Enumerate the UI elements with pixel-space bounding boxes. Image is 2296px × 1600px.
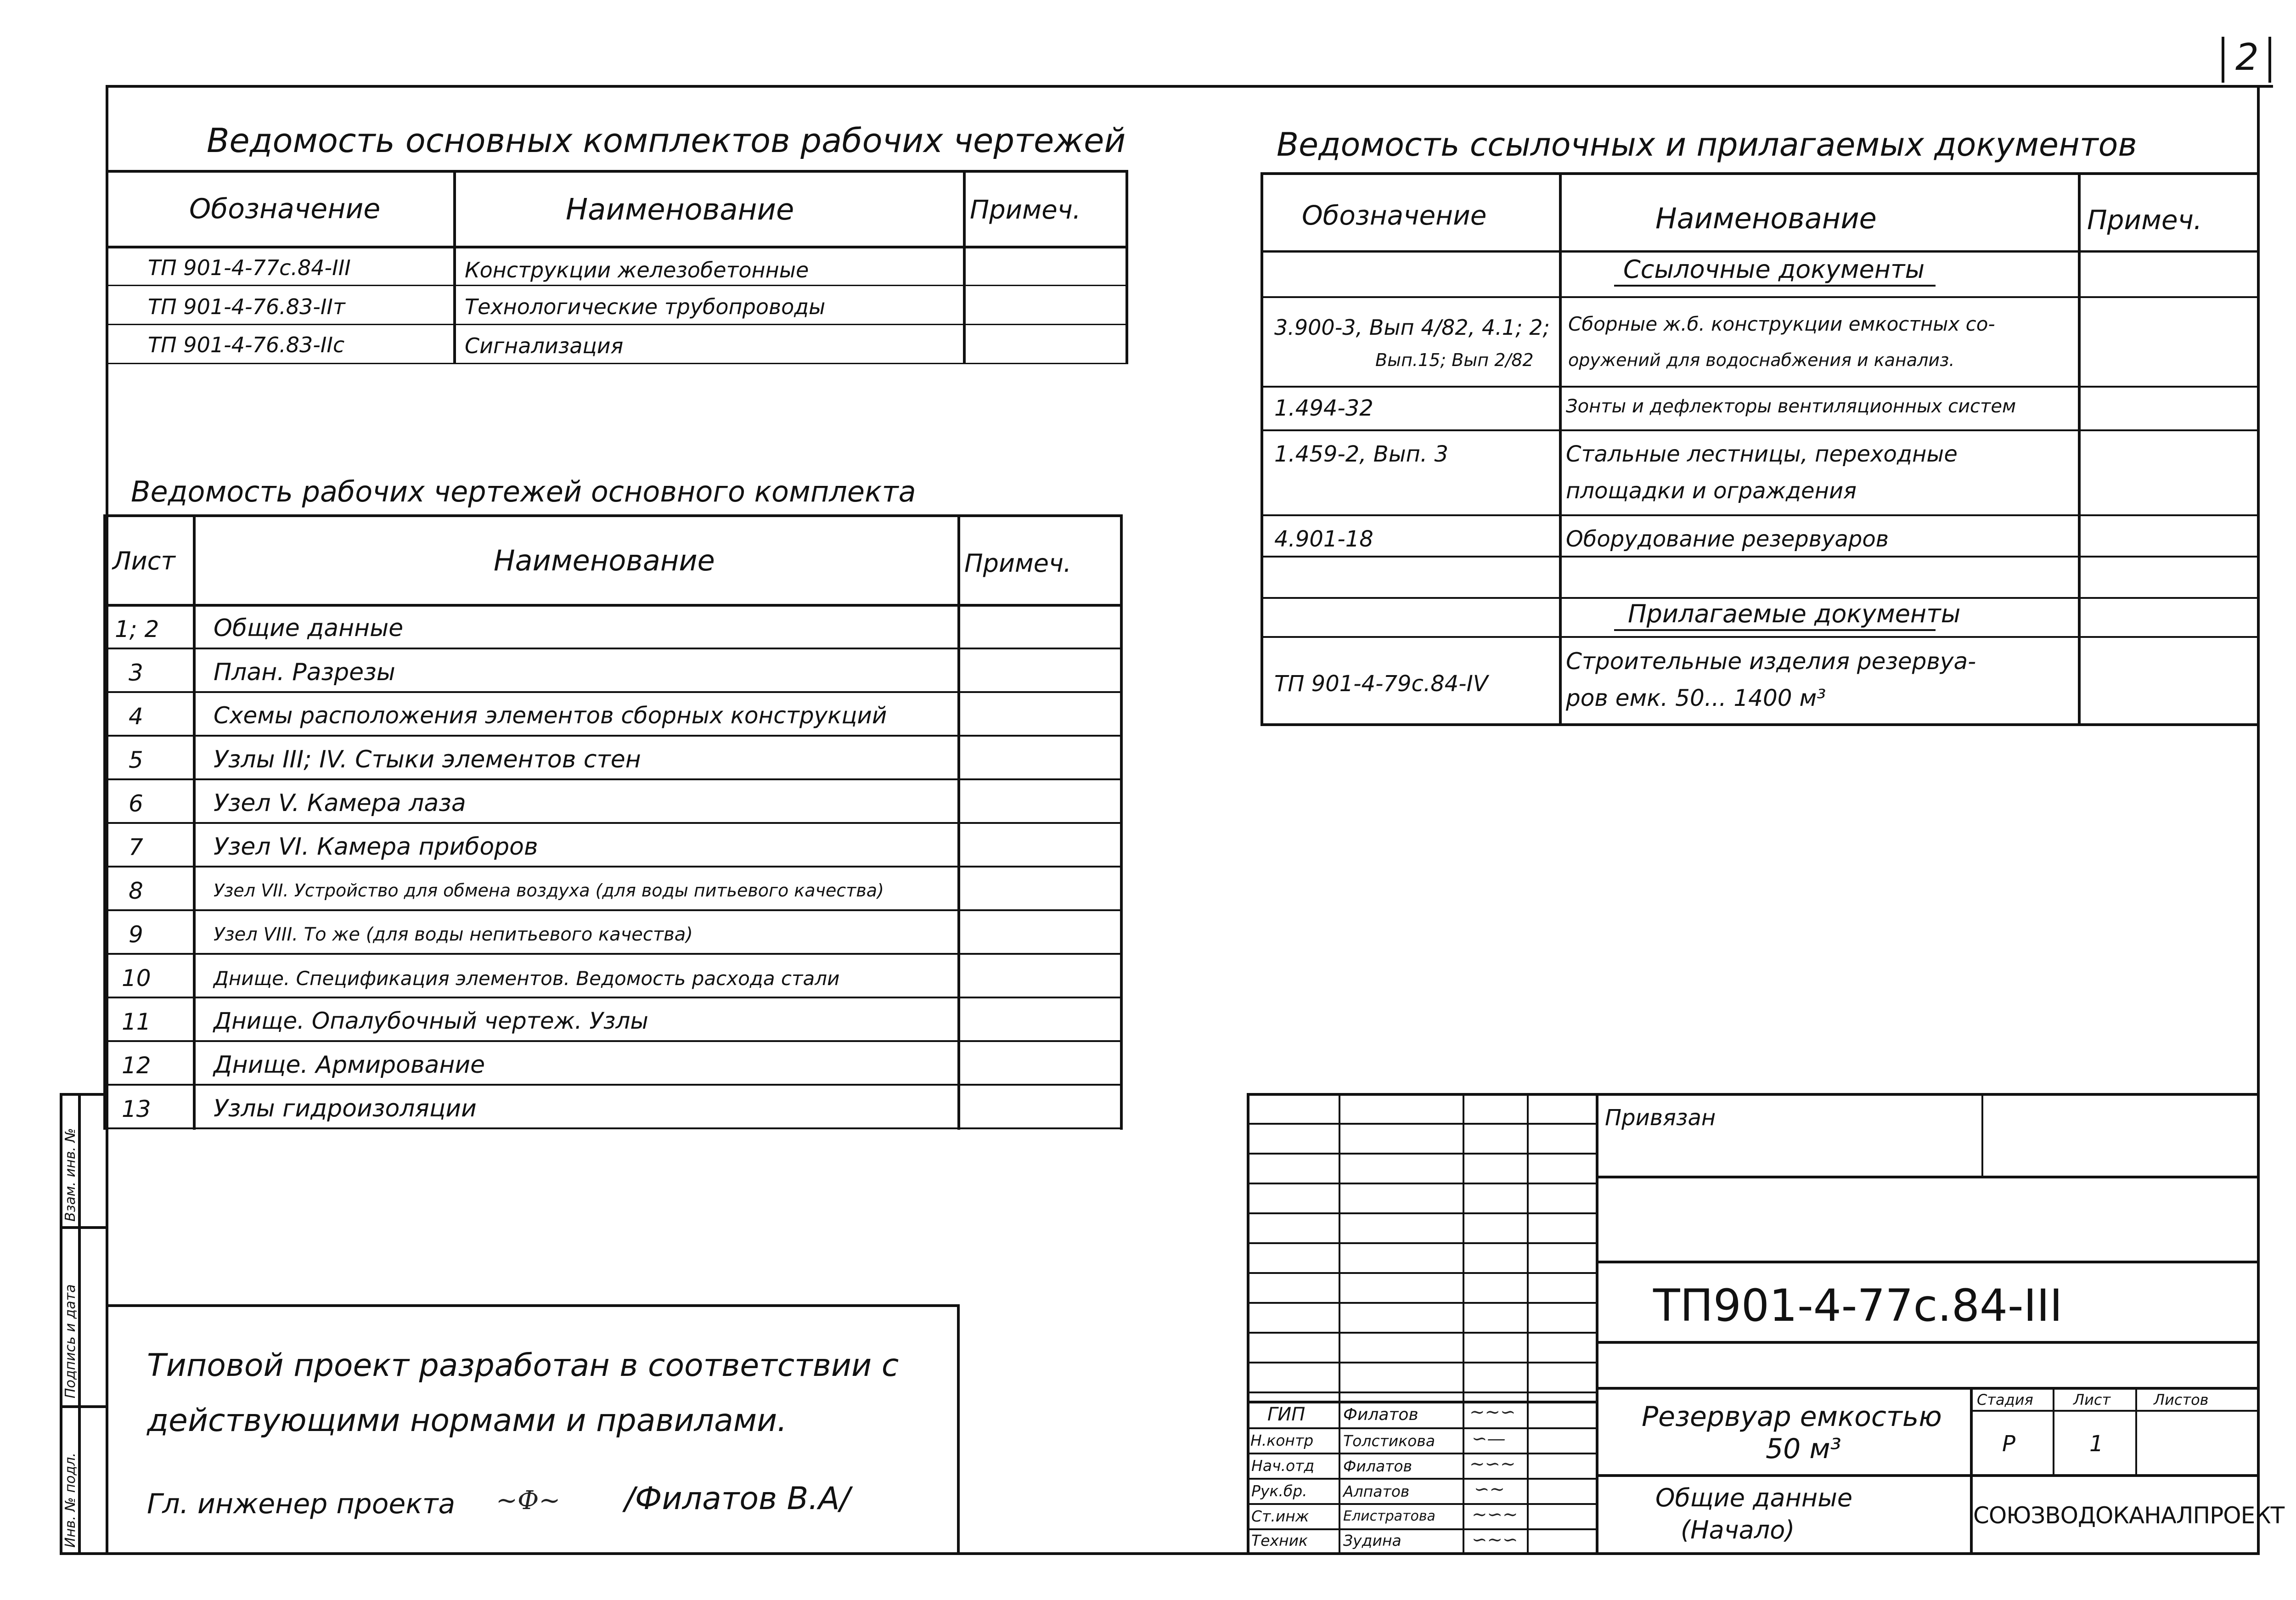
- main-sets-row-code: ТП 901-4-76.83-IIс: [148, 332, 345, 357]
- stamp-privyazan: Привязан: [1605, 1105, 1716, 1131]
- note-line-1: Типовой проект разработан в соответствии с: [147, 1347, 899, 1384]
- stamp-person-name: Алпатов: [1343, 1482, 1410, 1500]
- drawings-row-sheet: 11: [122, 1008, 151, 1035]
- stamp-person-name: Филатов: [1343, 1405, 1418, 1424]
- main-sets-row-name: Технологические трубопроводы: [465, 294, 826, 319]
- main-sets-row-name: Конструкции железобетонные: [465, 258, 809, 282]
- ref-docs-header-name: Наименование: [1655, 202, 1877, 235]
- drawings-table: [103, 514, 1123, 1144]
- stamp-title-1: Резервуар емкостью: [1642, 1401, 1942, 1433]
- section-underline: [1614, 285, 1936, 287]
- main-sets-header-name: Наименование: [566, 193, 794, 227]
- stamp-title-2: 50 м³: [1766, 1433, 1841, 1465]
- side-label-replace: Взам. инв. №: [62, 1128, 79, 1222]
- signature: ∼∽∼: [1469, 1454, 1516, 1475]
- sheet-number-border: [2222, 37, 2224, 83]
- drawings-header-note: Примеч.: [964, 549, 1072, 578]
- drawings-row-name: Узлы гидроизоляции: [214, 1095, 477, 1122]
- main-sets-header-note: Примеч.: [970, 195, 1081, 225]
- drawings-row-name: Узел VIII. То же (для воды непитьевого качества): [214, 924, 693, 945]
- stamp-person-name: Толстикова: [1343, 1432, 1435, 1450]
- sheet-number: 2: [2235, 36, 2259, 79]
- note-engineer-name: /Филатов В.А/: [625, 1481, 850, 1517]
- ref-docs-row-name: Стальные лестницы, переходные: [1566, 441, 1958, 467]
- stamp-person-role: Ст.инж: [1251, 1507, 1309, 1525]
- drawings-row-sheet: 10: [122, 965, 151, 992]
- stamp-doc-2: (Начало): [1681, 1515, 1795, 1544]
- drawings-row-name: План. Разрезы: [214, 659, 395, 686]
- drawings-row-sheet: 5: [129, 747, 143, 773]
- signature: ∼∼∽: [1469, 1402, 1516, 1423]
- main-sets-row-name: Сигнализация: [465, 333, 624, 358]
- stamp-person-role: ГИП: [1267, 1404, 1306, 1425]
- drawings-row-name: Узлы III; IV. Стыки элементов стен: [214, 746, 641, 773]
- signature: ∼∽∼: [1472, 1504, 1518, 1525]
- drawings-row-name: Узел VII. Устройство для обмена воздуха (для воды питьевого качества): [214, 880, 884, 901]
- stamp-sheet: 1: [2089, 1431, 2104, 1457]
- ref-docs-att-name: Строительные изделия резервуа-: [1566, 648, 1976, 675]
- drawings-row-sheet: 12: [122, 1052, 151, 1079]
- drawings-row-name: Общие данные: [214, 614, 404, 642]
- drawings-title: Ведомость рабочих чертежей основного комплекта: [131, 475, 916, 508]
- title-block: [1247, 1093, 2285, 1555]
- ref-docs-row-name: площадки и ограждения: [1566, 478, 1857, 504]
- ref-docs-row-code: Вып.15; Вып 2/82: [1375, 350, 1534, 370]
- engineer-signature: ~Ф~: [496, 1486, 561, 1515]
- sheet-number-border: [2268, 37, 2271, 83]
- side-label-sign: Подпись и дата: [62, 1284, 79, 1398]
- stamp-person-role: Техник: [1251, 1532, 1308, 1549]
- stamp-stage: Р: [2002, 1431, 2015, 1457]
- drawings-row-name: Днище. Опалубочный чертеж. Узлы: [214, 1008, 648, 1034]
- drawings-row-name: Днище. Армирование: [214, 1051, 485, 1079]
- stamp-doc-1: Общие данные: [1655, 1483, 1853, 1512]
- drawings-row-sheet: 1; 2: [115, 616, 159, 642]
- ref-docs-section-att: Прилагаемые документы: [1628, 599, 1961, 628]
- note-engineer-label: Гл. инженер проекта: [147, 1488, 456, 1520]
- ref-docs-att-code: ТП 901-4-79с.84-IV: [1274, 671, 1488, 697]
- drawings-row-sheet: 7: [129, 834, 143, 861]
- drawings-row-name: Днище. Спецификация элементов. Ведомость расхода стали: [214, 967, 840, 990]
- ref-docs-row-code: 1.494-32: [1274, 395, 1373, 421]
- main-sets-row-code: ТП 901-4-76.83-IIт: [148, 294, 345, 319]
- drawings-row-sheet: 3: [129, 659, 143, 686]
- stamp-person-role: Н.контр: [1250, 1431, 1314, 1449]
- drawings-row-name: Узел VI. Камера приборов: [214, 833, 538, 861]
- stamp-person-name: Зудина: [1343, 1532, 1401, 1549]
- stamp-person-role: Нач.отд: [1251, 1457, 1315, 1475]
- side-strip: [60, 1093, 106, 1552]
- ref-docs-header-code: Обозначение: [1302, 200, 1487, 231]
- note-box: [106, 1304, 960, 1552]
- main-sets-row-code: ТП 901-4-77с.84-III: [148, 255, 351, 280]
- signature: ∽—: [1472, 1428, 1506, 1449]
- ref-docs-row-name: Оборудование резервуаров: [1566, 526, 1889, 552]
- ref-docs-row-code: 1.459-2, Вып. 3: [1274, 441, 1449, 467]
- main-sets-title: Ведомость основных комплектов рабочих чертежей: [207, 121, 1126, 160]
- ref-docs-row-name: Зонты и дефлекторы вентиляционных систем: [1566, 396, 2016, 417]
- ref-docs-header-note: Примеч.: [2087, 204, 2202, 236]
- ref-docs-title: Ведомость ссылочных и прилагаемых документов: [1277, 126, 2137, 163]
- main-sets-header-code: Обозначение: [189, 193, 381, 225]
- stamp-code: ТП901-4-77с.84-III: [1653, 1280, 2063, 1331]
- ref-docs-row-name: Сборные ж.б. конструкции емкостных со-: [1568, 313, 1995, 335]
- drawings-row-sheet: 4: [129, 703, 143, 730]
- stamp-col-sheets: Листов: [2154, 1391, 2209, 1408]
- stamp-org: СОЮЗВОДОКАНАЛПРОЕКТ: [1973, 1502, 2285, 1529]
- section-underline: [1614, 629, 1936, 631]
- ref-docs-section-ref: Ссылочные документы: [1623, 255, 1925, 284]
- stamp-col-sheet: Лист: [2073, 1391, 2111, 1408]
- stamp-person-name: Елистратова: [1343, 1508, 1435, 1524]
- ref-docs-row-code: 3.900-3, Вып 4/82, 4.1; 2;: [1274, 315, 1550, 340]
- note-line-2: действующими нормами и правилами.: [147, 1403, 787, 1439]
- side-label-inv: Инв. № подл.: [62, 1453, 79, 1548]
- drawings-row-sheet: 9: [129, 921, 143, 948]
- drawings-header-sheet: Лист: [113, 546, 175, 575]
- ref-docs-row-code: 4.901-18: [1274, 526, 1373, 552]
- drawings-row-sheet: 13: [122, 1096, 151, 1122]
- ref-docs-table: [1261, 172, 2257, 728]
- frame-top: [106, 85, 2273, 88]
- signature: ∽∼: [1474, 1479, 1505, 1500]
- drawings-row-name: Схемы расположения элементов сборных конструкций: [214, 702, 887, 729]
- stamp-person-role: Рук.бр.: [1251, 1482, 1307, 1500]
- drawings-header-name: Наименование: [494, 544, 715, 577]
- stamp-person-name: Филатов: [1343, 1457, 1412, 1475]
- ref-docs-att-name: ров емк. 50... 1400 м³: [1566, 685, 1826, 711]
- stamp-col-stage: Стадия: [1977, 1391, 2033, 1408]
- signature: ∽∼∽: [1472, 1529, 1518, 1550]
- drawings-row-sheet: 8: [129, 878, 143, 904]
- main-sets-table: [107, 170, 1128, 377]
- drawings-row-sheet: 6: [129, 790, 143, 817]
- drawings-row-name: Узел V. Камера лаза: [214, 789, 466, 817]
- ref-docs-row-name: оружений для водоснабжения и канализ.: [1568, 350, 1955, 370]
